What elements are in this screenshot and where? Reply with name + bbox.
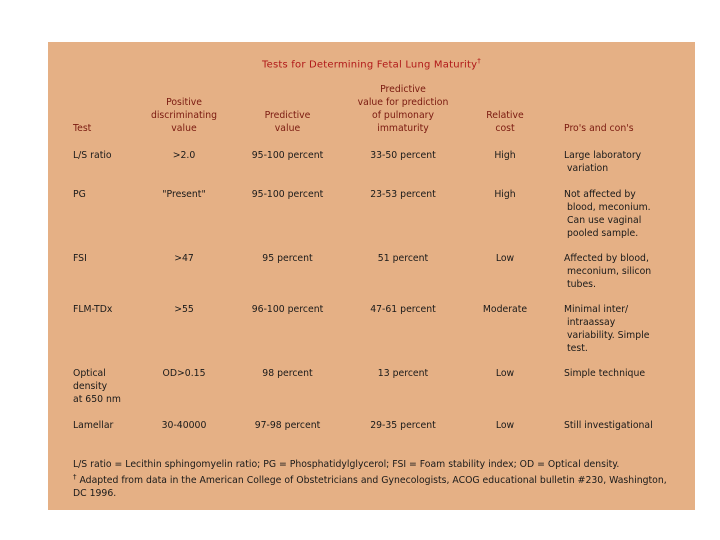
cell-pros: Still investigational [564,420,653,431]
cell-cost: High [494,150,516,161]
cell-positive: OD>0.15 [162,368,206,379]
cell-test: Optical density at 650 nm [73,368,121,405]
title-dagger: † [477,57,481,65]
cell-cost: Low [495,420,515,431]
cell-immaturity: 23-53 percent [370,189,436,200]
table-panel [48,42,695,510]
header-predictive-immaturity: Predictive value for prediction of pulmonary immaturity [357,84,449,134]
cell-pros: Minimal inter/ intraassay variability. Simple test. [564,304,650,354]
cell-immaturity: 13 percent [377,368,429,379]
cell-test: PG [73,189,86,200]
cell-positive: >55 [174,304,194,315]
cell-test: FSI [73,253,87,264]
cell-immaturity: 33-50 percent [370,150,436,161]
cell-predictive: 95-100 percent [251,150,324,161]
cell-cost: Low [495,368,515,379]
cell-positive: 30-40000 [161,420,207,431]
cell-test: L/S ratio [73,150,112,161]
cell-positive: "Present" [162,189,206,200]
header-cost: Relative cost [486,110,524,134]
cell-positive: >47 [174,253,194,264]
header-pros: Pro's and con's [564,123,634,134]
cell-pros: Simple technique [564,368,646,379]
cell-pros: Large laboratory variation [564,150,642,174]
cell-pros: Affected by blood, meconium, silicon tubes. [564,253,652,290]
cell-immaturity: 29-35 percent [370,420,436,431]
cell-positive: >2.0 [172,150,196,161]
cell-cost: Low [495,253,515,264]
cell-predictive: 95-100 percent [251,189,324,200]
table-title: Tests for Determining Fetal Lung Maturity† [262,57,481,71]
cell-immaturity: 51 percent [377,253,429,264]
cell-test: Lamellar [73,420,114,431]
header-test: Test [73,123,92,134]
footnote-source: † Adapted from data in the American College of Obstetricians and Gynecologists, ACOG educational bulletin #230, Washington, DC 1996. [73,473,667,500]
cell-predictive: 96-100 percent [251,304,324,315]
cell-predictive: 97-98 percent [254,420,321,431]
cell-cost: High [494,189,516,200]
cell-immaturity: 47-61 percent [370,304,436,315]
header-positive: Positive discriminating value [150,97,218,134]
cell-predictive: 95 percent [262,253,313,264]
cell-pros: Not affected by blood, meconium. Can use vaginal pooled sample. [564,189,651,239]
footnote-abbreviations: L/S ratio = Lecithin sphingomyelin ratio; PG = Phosphatidylglycerol; FSI = Foam stability index; OD = Optical density. [73,459,620,470]
header-predictive: Predictive value [264,110,311,134]
cell-cost: Moderate [482,304,528,315]
cell-predictive: 98 percent [262,368,313,379]
cell-test: FLM-TDx [73,304,113,315]
